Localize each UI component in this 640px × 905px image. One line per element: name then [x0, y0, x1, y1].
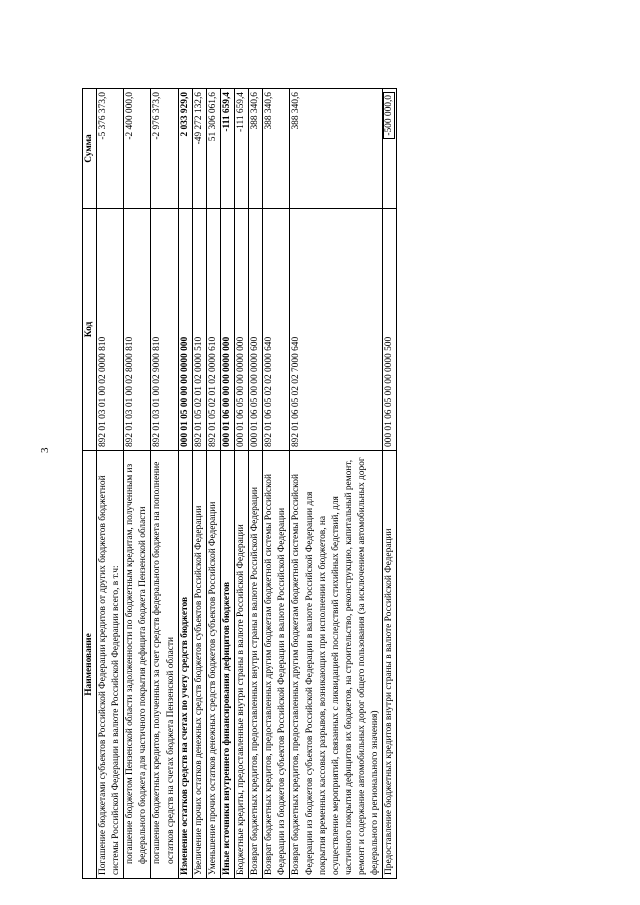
- table-row: [124, 89, 151, 879]
- row-sum: -2 400 000,0: [124, 89, 151, 209]
- header-code: Код: [83, 209, 97, 451]
- row-code: 892 01 03 01 00 02 0000 810: [97, 209, 124, 451]
- budget-sources-sheet: [82, 89, 528, 879]
- row-code: 892 01 03 01 00 02 8000 810: [124, 209, 151, 451]
- row-code: 892 01 03 01 00 02 9000 810: [151, 209, 178, 451]
- header-name: Наименование: [83, 451, 97, 879]
- row-sum: -111 659,4: [220, 89, 234, 209]
- row-name: Бюджетные кредиты, предоставленные внутри страны в валюте Российской Федерации: [235, 451, 249, 879]
- row-name: Изменение остатков средств на счетах по учету средств бюджетов: [178, 451, 192, 879]
- table-row: [151, 89, 178, 879]
- row-name: Возврат бюджетных кредитов, предоставленных другим бюджетам бюджетной системы Российской Федерации из бюджетов субъектов Российской Федерации в валюте Российской Федерации: [263, 451, 290, 879]
- table-header-row: [83, 89, 97, 879]
- table-row: [263, 89, 290, 879]
- row-sum: [383, 89, 397, 209]
- table-row: [249, 89, 263, 879]
- table-row: [192, 89, 206, 879]
- table-row: [290, 89, 383, 879]
- table-row: [206, 89, 220, 879]
- header-sum: Сумма: [83, 89, 97, 209]
- table-row: [235, 89, 249, 879]
- boxed-sum: -500 000,0: [383, 92, 395, 139]
- row-name: Увеличение прочих остатков денежных средств бюджетов субъектов Российской Федерации: [192, 451, 206, 879]
- row-name: погашение бюджетом Пензенской области задолженности по бюджетным кредитам, полученным из федерального бюджета для частичного покрытия дефицита бюджета Пензенской области: [124, 451, 151, 879]
- row-code: 892 01 06 05 02 02 0000 640: [263, 209, 290, 451]
- row-name: Возврат бюджетных кредитов, предоставленных другим бюджетам бюджетной системы Российской Федерации из бюджетов субъектов Российской Федерации в валюте Российской Федерации для покрытия временных кассовых разрывов, возникающих при исполнении их бюджетов, на осуществление мероприятий, связанных с ликвидацией последствий стихийных бедствий, для частичного покрытия дефицитов их бюджетов, на строительство, реконструкцию, капитальный ремонт, ремонт и содержание автомобильных дорог общего пользования (за исключением автомобильных дорог федерального и регионального значения): [290, 451, 383, 879]
- row-name: Предоставление бюджетных кредитов внутри страны в валюте Российской Федерации: [383, 451, 397, 879]
- row-code: 000 01 06 00 00 00 0000 000: [220, 209, 234, 451]
- row-name: Возврат бюджетных кредитов, предоставленных внутри страны в валюте Российской Федерации: [249, 451, 263, 879]
- row-sum: 388 340,6: [263, 89, 290, 209]
- row-sum: 388 340,6: [290, 89, 383, 209]
- row-code: 000 01 06 05 00 00 0000 000: [235, 209, 249, 451]
- row-sum: -5 376 373,0: [97, 89, 124, 209]
- row-sum: 2 033 929,0: [178, 89, 192, 209]
- row-sum: 51 306 061,6: [206, 89, 220, 209]
- table-row: [220, 89, 234, 879]
- budget-sources-table: [82, 88, 397, 879]
- page-number: 3: [39, 447, 51, 453]
- row-sum: -49 272 132,6: [192, 89, 206, 209]
- row-code: 000 01 06 05 00 00 0000 600: [249, 209, 263, 451]
- row-name: Погашение бюджетами субъектов Российской Федерации кредитов от других бюджетов бюджетной системы Российской Федерации в валюте Российской Федерации всего, в т.ч:: [97, 451, 124, 879]
- table-row: [178, 89, 192, 879]
- row-sum: 388 340,6: [249, 89, 263, 209]
- row-sum: -111 659,4: [235, 89, 249, 209]
- row-code: 000 01 05 00 00 00 0000 000: [178, 209, 192, 451]
- row-sum: -2 976 373,0: [151, 89, 178, 209]
- row-name: Уменьшение прочих остатков денежных средств бюджетов субъектов Российской Федерации: [206, 451, 220, 879]
- row-code: 892 01 05 02 01 02 0000 510: [192, 209, 206, 451]
- table-row: [383, 89, 397, 879]
- table-row: [97, 89, 124, 879]
- row-code: 892 01 05 02 01 02 0000 610: [206, 209, 220, 451]
- row-code: 892 01 06 05 02 02 7000 640: [290, 209, 383, 451]
- row-code: 000 01 06 05 00 00 0000 500: [383, 209, 397, 451]
- row-name: Иные источники внутреннего финансирования дефицитов бюджетов: [220, 451, 234, 879]
- row-name: погашение бюджетных кредитов, полученных за счет средств федерального бюджета на пополнение остатков средств на счетах бюджета Пензенской области: [151, 451, 178, 879]
